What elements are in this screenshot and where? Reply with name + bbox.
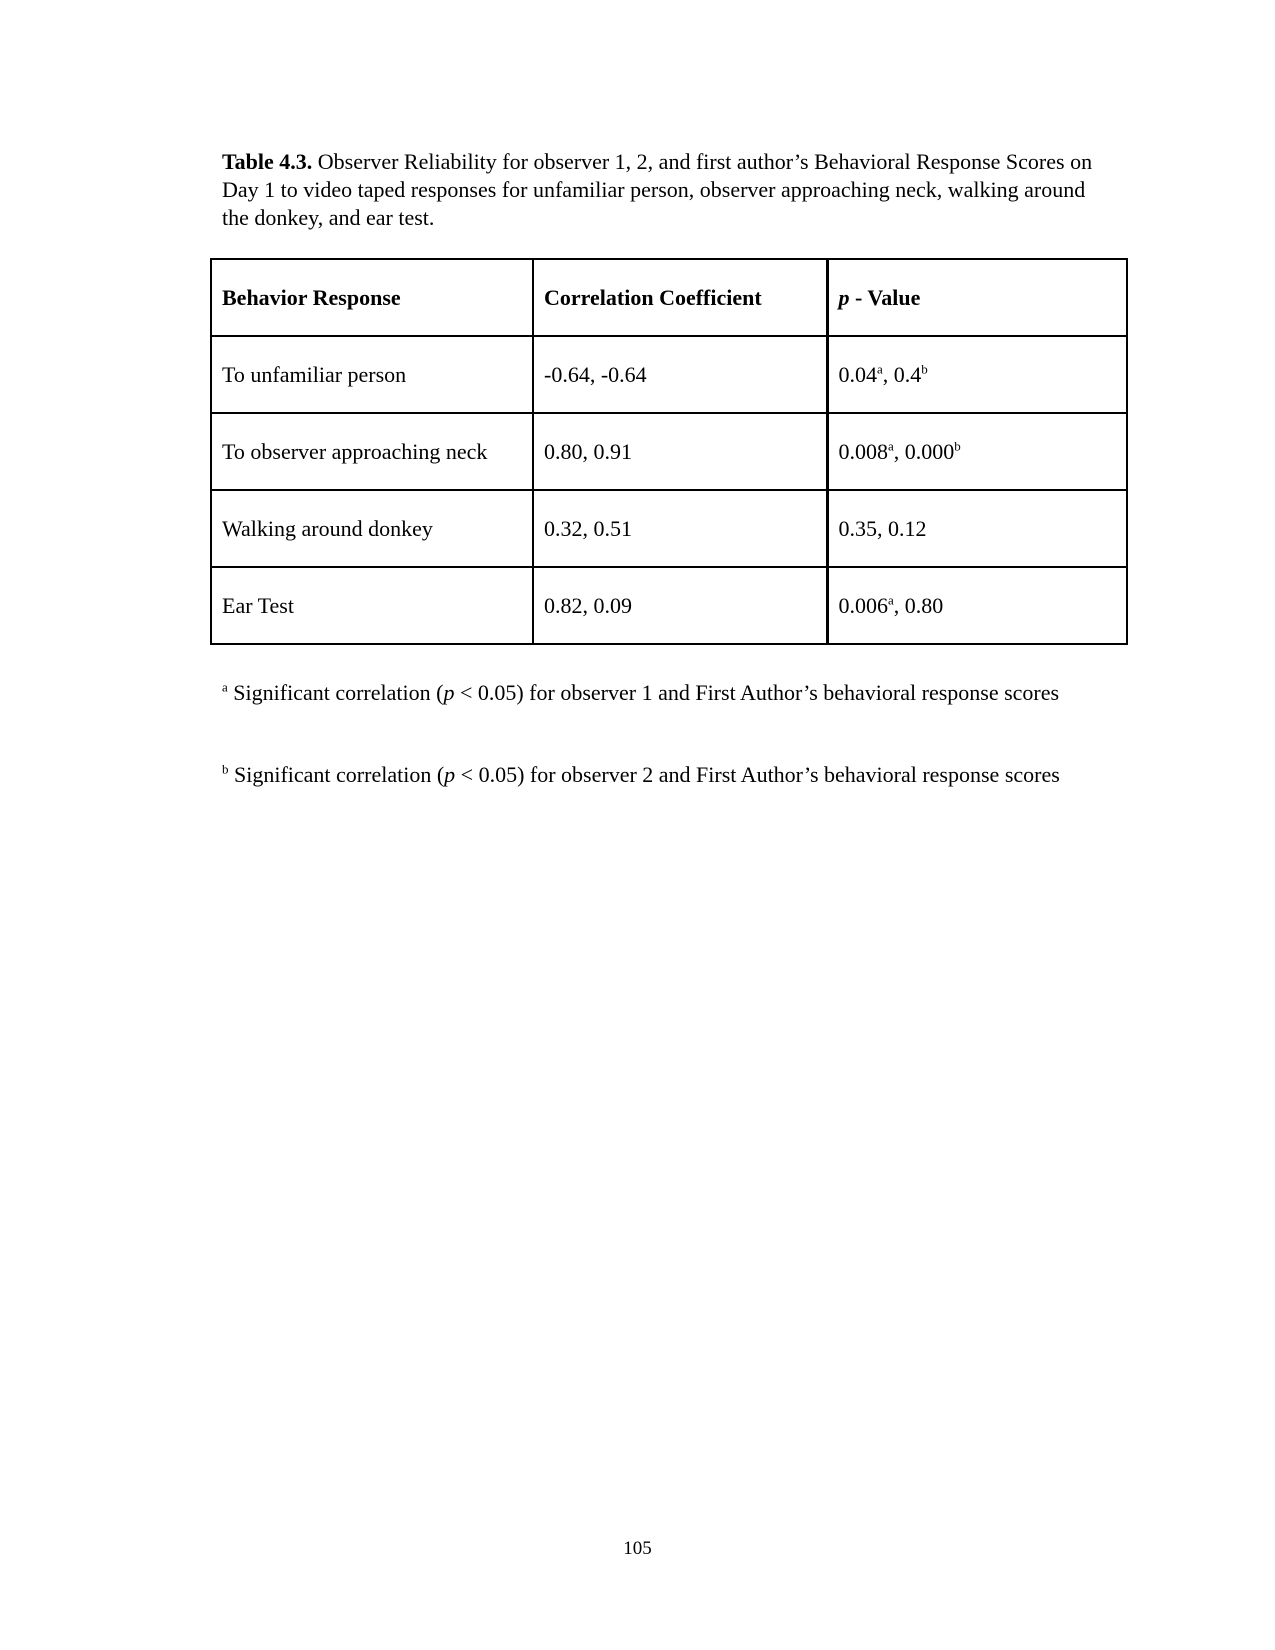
table-caption-text: Observer Reliability for observer 1, 2, and first author’s Behavioral Response Scores on Day 1 to video taped responses for unfamiliar person, observer approaching neck, walking around the donkey, and ear test.	[222, 149, 1093, 230]
cell-p-value	[827, 490, 1127, 567]
p-value-part: 0.04	[838, 361, 877, 387]
footnote-italic: p	[443, 680, 455, 705]
table-row	[211, 490, 1127, 567]
footnote-italic: p	[444, 762, 456, 787]
footnote-mark: a	[888, 592, 894, 608]
header-p-rest: - Value	[849, 284, 921, 310]
cell-behavior: Walking around donkey	[211, 490, 533, 567]
cell-p-value	[827, 567, 1127, 644]
cell-behavior: Ear Test	[211, 567, 533, 644]
footnote-b	[222, 760, 1102, 789]
cell-behavior: To observer approaching neck	[211, 413, 533, 490]
table-row	[211, 413, 1127, 490]
cell-correlation: 0.82, 0.09	[533, 567, 827, 644]
p-value-part: , 0.000	[893, 438, 955, 464]
cell-p-value	[827, 413, 1127, 490]
footnote-text: < 0.05) for observer 1 and First Author’s behavioral response scores	[454, 680, 1060, 705]
cell-correlation: -0.64, -0.64	[533, 336, 827, 413]
cell-correlation: 0.32, 0.51	[533, 490, 827, 567]
p-value-part: 0.35, 0.12	[838, 515, 927, 541]
table-label: Table 4.3.	[222, 149, 313, 174]
header-p-value	[827, 259, 1127, 336]
p-value-part: 0.006	[838, 592, 888, 618]
footnote-a	[222, 678, 1102, 707]
footnote-mark: b	[222, 761, 229, 777]
p-value-part: , 0.4	[882, 361, 922, 387]
p-value-part: , 0.80	[893, 592, 944, 618]
header-correlation-coefficient: Correlation Coefficient	[533, 259, 827, 336]
footnote-mark: b	[954, 438, 961, 454]
table-row	[211, 336, 1127, 413]
table-caption	[222, 148, 1102, 232]
footnote-mark: a	[222, 679, 228, 695]
p-value-part: 0.008	[838, 438, 888, 464]
footnote-mark: a	[888, 438, 894, 454]
reliability-table	[210, 258, 1128, 645]
cell-p-value	[827, 336, 1127, 413]
table-header-row	[211, 259, 1127, 336]
footnote-mark: a	[877, 361, 883, 377]
footnote-text: < 0.05) for observer 2 and First Author’s behavioral response scores	[455, 762, 1060, 787]
cell-correlation: 0.80, 0.91	[533, 413, 827, 490]
cell-behavior: To unfamiliar person	[211, 336, 533, 413]
footnote-text: Significant correlation (	[227, 680, 444, 705]
page-number: 105	[623, 1538, 652, 1559]
footnote-mark: b	[921, 361, 928, 377]
header-p-italic: p	[838, 284, 850, 310]
footnote-text: Significant correlation (	[228, 762, 445, 787]
table-row	[211, 567, 1127, 644]
header-behavior-response: Behavior Response	[211, 259, 533, 336]
